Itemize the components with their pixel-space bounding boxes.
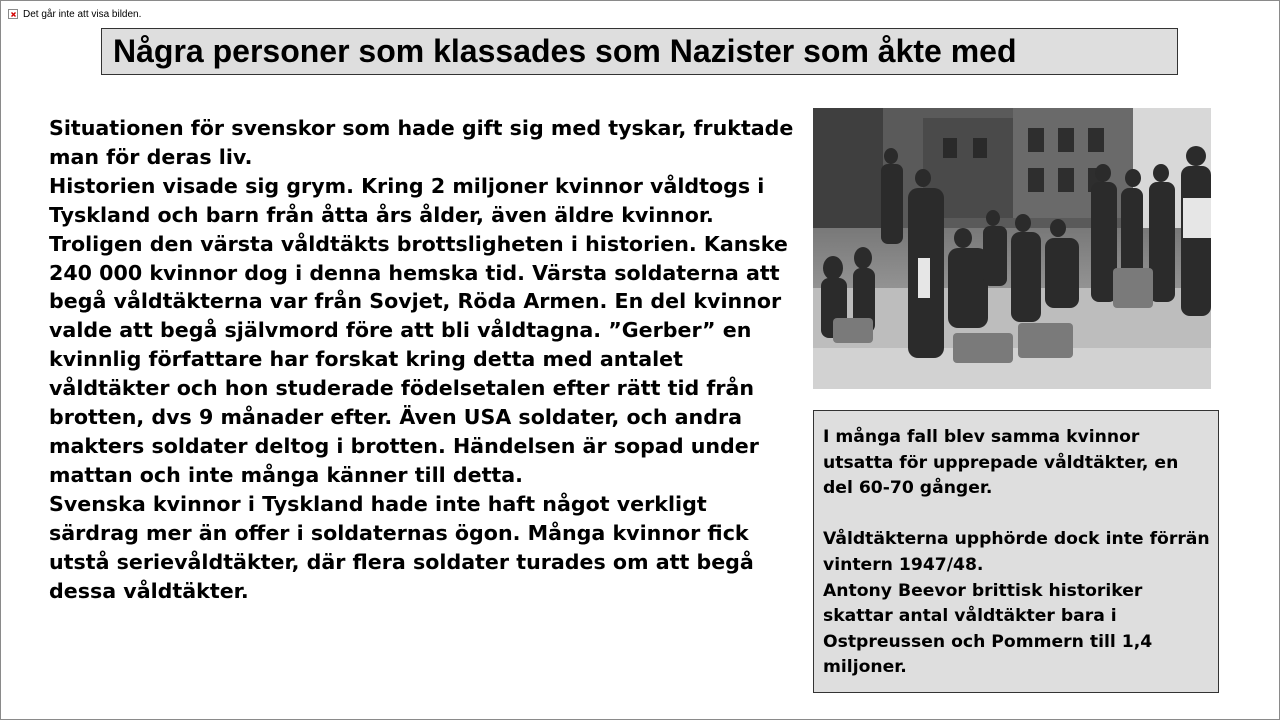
page-title: Några personer som klassades som Nazister som åkte med [113,33,1017,69]
body-paragraph: Historien visade sig grym. Kring 2 miljoner kvinnor våldtogs i Tyskland och barn från åtta års ålder, även äldre kvinnor. Troligen den värsta våldtäkts brottsligheten i historien. Kanske 240 000 kvinnor dog i denna hemska tid. Värsta soldaterna att begå våldtäkterna var från Sovjet, Röda Armen. En del kvinnor valde att begå självmord före att bli våldtagna. ”Gerber” en kvinnlig författare har forskat kring detta med antalet våldtäkter och hon studerade födelsetalen efter rätt tid från brotten, dvs 9 månader efter. Även USA soldater, och andra makters soldater deltog i brotten. Händelsen är sopad under mattan och inte många känner till detta. [49,173,788,487]
info-box [813,410,1219,693]
historical-photo [813,108,1211,389]
broken-image-text: Det går inte att visa bilden. [23,8,142,20]
info-paragraph: Antony Beevor brittisk historiker skattar antal våldtäkter bara i Ostpreussen och Pommern till 1,4 miljoner. [823,580,1153,678]
body-paragraph: Svenska kvinnor i Tyskland hade inte haft något verkligt särdrag mer än offer i soldaternas ögon. Många kvinnor fick utstå serievåldtäkter, där flera soldater turades om att begå dessa våldtäkter. [49,491,754,603]
info-paragraph: Våldtäkterna upphörde dock inte förrän vintern 1947/48. [823,529,1210,575]
broken-image-placeholder [8,7,141,21]
title-box [101,28,1178,75]
broken-image-icon [8,9,18,19]
info-paragraph: I många fall blev samma kvinnor utsatta för upprepade våldtäkter, en del 60-70 gånger. [823,427,1179,499]
body-text [49,114,799,605]
body-paragraph: Situationen för svenskor som hade gift sig med tyskar, fruktade man för deras liv. [49,116,794,169]
